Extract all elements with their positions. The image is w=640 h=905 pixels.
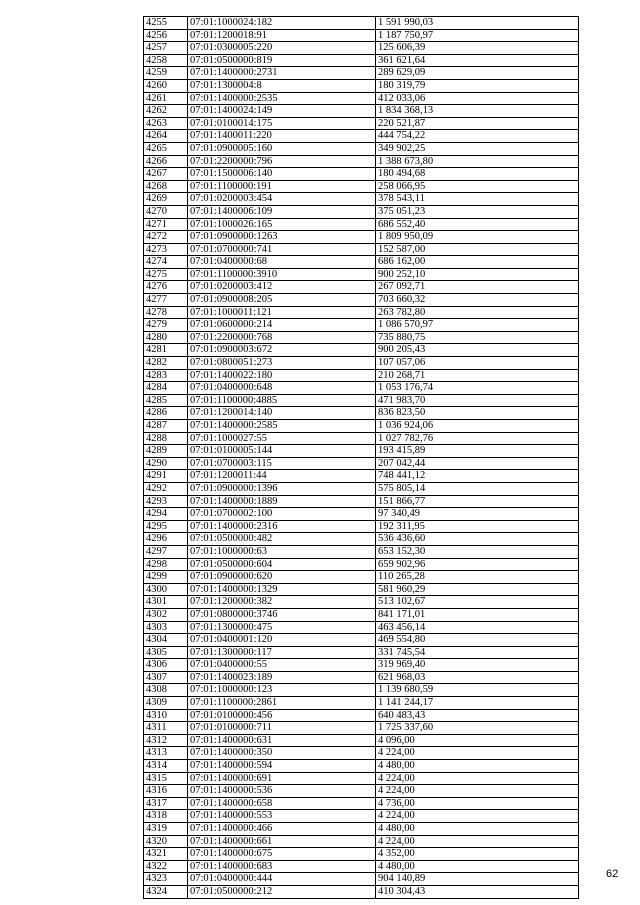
row-number-cell: 4268 (144, 180, 188, 193)
row-number-cell: 4315 (144, 772, 188, 785)
table-row (144, 533, 579, 546)
table-row (144, 155, 579, 168)
table-row (144, 457, 579, 470)
row-number-cell: 4255 (144, 17, 188, 30)
table-row (144, 671, 579, 684)
table-row (144, 42, 579, 55)
row-number-cell: 4300 (144, 583, 188, 596)
row-number-cell: 4295 (144, 520, 188, 533)
row-number-cell: 4285 (144, 394, 188, 407)
cadastral-value-cell: 471 983,70 (376, 394, 579, 407)
cadastral-value-cell: 152 587,00 (376, 243, 579, 256)
table-row (144, 848, 579, 861)
cadastral-number-cell: 07:01:1400000:1329 (188, 583, 376, 596)
cadastral-value-cell: 581 960,29 (376, 583, 579, 596)
cadastral-value-cell: 1 139 680,59 (376, 684, 579, 697)
table-row (144, 634, 579, 647)
cadastral-value-cell: 412 033,06 (376, 92, 579, 105)
row-number-cell: 4313 (144, 747, 188, 760)
page-number: 62 (606, 868, 619, 880)
cadastral-value-cell: 151 866,77 (376, 495, 579, 508)
cadastral-number-cell: 07:01:1200014:140 (188, 407, 376, 420)
cadastral-number-cell: 07:01:0100014:175 (188, 117, 376, 130)
cadastral-value-cell: 319 969,40 (376, 659, 579, 672)
cadastral-number-cell: 07:01:0100005:144 (188, 445, 376, 458)
cadastral-value-cell: 900 252,10 (376, 268, 579, 281)
row-number-cell: 4289 (144, 445, 188, 458)
cadastral-number-cell: 07:01:1400023:189 (188, 671, 376, 684)
cadastral-number-cell: 07:01:0900000:1396 (188, 482, 376, 495)
table-row (144, 545, 579, 558)
table-row (144, 218, 579, 231)
cadastral-value-cell: 659 902,96 (376, 558, 579, 571)
cadastral-value-cell: 4 480,00 (376, 860, 579, 873)
cadastral-value-cell: 4 736,00 (376, 797, 579, 810)
row-number-cell: 4307 (144, 671, 188, 684)
row-number-cell: 4256 (144, 29, 188, 42)
cadastral-number-cell: 07:01:0600000:214 (188, 319, 376, 332)
row-number-cell: 4311 (144, 722, 188, 735)
row-number-cell: 4314 (144, 760, 188, 773)
cadastral-number-cell: 07:01:1400000:466 (188, 823, 376, 836)
cadastral-number-cell: 07:01:0500000:212 (188, 885, 376, 898)
cadastral-number-cell: 07:01:1300000:117 (188, 646, 376, 659)
cadastral-number-cell: 07:01:0500000:482 (188, 533, 376, 546)
table-row (144, 797, 579, 810)
cadastral-value-cell: 220 521,87 (376, 117, 579, 130)
table-row (144, 659, 579, 672)
cadastral-value-cell: 536 436,60 (376, 533, 579, 546)
cadastral-number-cell: 07:01:1400022:180 (188, 369, 376, 382)
cadastral-value-cell: 192 311,95 (376, 520, 579, 533)
table-row (144, 747, 579, 760)
table-row (144, 785, 579, 798)
cadastral-value-cell: 841 171,01 (376, 608, 579, 621)
cadastral-number-cell: 07:01:0300005:220 (188, 42, 376, 55)
cadastral-value-cell: 463 456,14 (376, 621, 579, 634)
cadastral-value-cell: 125 606,39 (376, 42, 579, 55)
row-number-cell: 4296 (144, 533, 188, 546)
row-number-cell: 4291 (144, 470, 188, 483)
row-number-cell: 4271 (144, 218, 188, 231)
table-row (144, 621, 579, 634)
cadastral-value-cell: 513 102,67 (376, 596, 579, 609)
cadastral-value-cell: 180 319,79 (376, 79, 579, 92)
row-number-cell: 4262 (144, 105, 188, 118)
table-row (144, 92, 579, 105)
table-row (144, 117, 579, 130)
cadastral-value-cell: 107 057,06 (376, 357, 579, 370)
table-row (144, 810, 579, 823)
row-number-cell: 4299 (144, 571, 188, 584)
cadastral-number-cell: 07:01:1400000:536 (188, 785, 376, 798)
cadastral-value-cell: 267 092,71 (376, 281, 579, 294)
cadastral-number-cell: 07:01:1000024:182 (188, 17, 376, 30)
cadastral-number-cell: 07:01:1400024:149 (188, 105, 376, 118)
table-row (144, 105, 579, 118)
table-row (144, 558, 579, 571)
cadastral-number-cell: 07:01:1000011:121 (188, 306, 376, 319)
row-number-cell: 4266 (144, 155, 188, 168)
cadastral-number-cell: 07:01:0900000:620 (188, 571, 376, 584)
cadastral-value-cell: 4 480,00 (376, 760, 579, 773)
row-number-cell: 4264 (144, 130, 188, 143)
cadastral-value-cell: 375 051,23 (376, 205, 579, 218)
table-row (144, 294, 579, 307)
row-number-cell: 4297 (144, 545, 188, 558)
table-row (144, 382, 579, 395)
table-row (144, 180, 579, 193)
table-row (144, 54, 579, 67)
table-row (144, 596, 579, 609)
cadastral-value-cell: 748 441,12 (376, 470, 579, 483)
row-number-cell: 4321 (144, 848, 188, 861)
row-number-cell: 4301 (144, 596, 188, 609)
cadastral-number-cell: 07:01:1200000:382 (188, 596, 376, 609)
row-number-cell: 4270 (144, 205, 188, 218)
table-row (144, 470, 579, 483)
cadastral-value-cell: 621 968,03 (376, 671, 579, 684)
cadastral-value-cell: 258 066,95 (376, 180, 579, 193)
row-number-cell: 4294 (144, 508, 188, 521)
row-number-cell: 4319 (144, 823, 188, 836)
table-row (144, 772, 579, 785)
row-number-cell: 4287 (144, 420, 188, 433)
cadastral-number-cell: 07:01:0900000:1263 (188, 231, 376, 244)
table-row (144, 256, 579, 269)
table-row (144, 331, 579, 344)
table-row (144, 319, 579, 332)
row-number-cell: 4263 (144, 117, 188, 130)
cadastral-number-cell: 07:01:1400000:683 (188, 860, 376, 873)
row-number-cell: 4322 (144, 860, 188, 873)
cadastral-number-cell: 07:01:1300004:8 (188, 79, 376, 92)
table-row (144, 205, 579, 218)
cadastral-value-cell: 836 823,50 (376, 407, 579, 420)
cadastral-value-cell: 410 304,43 (376, 885, 579, 898)
table-body (144, 17, 579, 899)
cadastral-value-cell: 263 782,80 (376, 306, 579, 319)
table-row (144, 646, 579, 659)
cadastral-value-cell: 904 140,89 (376, 873, 579, 886)
table-row (144, 508, 579, 521)
cadastral-value-cell: 469 554,80 (376, 634, 579, 647)
table-row (144, 142, 579, 155)
row-number-cell: 4305 (144, 646, 188, 659)
table-row (144, 281, 579, 294)
cadastral-value-cell: 180 494,68 (376, 168, 579, 181)
cadastral-value-cell: 1 053 176,74 (376, 382, 579, 395)
table-row (144, 193, 579, 206)
cadastral-value-cell: 289 629,09 (376, 67, 579, 80)
table-row (144, 17, 579, 30)
table-row (144, 835, 579, 848)
cadastral-value-cell: 4 096,00 (376, 734, 579, 747)
row-number-cell: 4309 (144, 697, 188, 710)
cadastral-number-cell: 07:01:1400011:220 (188, 130, 376, 143)
row-number-cell: 4258 (144, 54, 188, 67)
row-number-cell: 4323 (144, 873, 188, 886)
table-row (144, 432, 579, 445)
cadastral-value-cell: 1 388 673,80 (376, 155, 579, 168)
cadastral-value-cell: 378 543,11 (376, 193, 579, 206)
cadastral-value-cell: 444 754,22 (376, 130, 579, 143)
table-row (144, 722, 579, 735)
cadastral-number-cell: 07:01:0200003:454 (188, 193, 376, 206)
cadastral-number-cell: 07:01:0100000:456 (188, 709, 376, 722)
table-row (144, 697, 579, 710)
cadastral-value-cell: 1 036 924,06 (376, 420, 579, 433)
row-number-cell: 4290 (144, 457, 188, 470)
cadastral-value-cell: 653 152,30 (376, 545, 579, 558)
cadastral-number-cell: 07:01:1400000:2316 (188, 520, 376, 533)
cadastral-number-cell: 07:01:1400000:553 (188, 810, 376, 823)
cadastral-number-cell: 07:01:1400000:658 (188, 797, 376, 810)
row-number-cell: 4304 (144, 634, 188, 647)
table-row (144, 130, 579, 143)
cadastral-value-cell: 110 265,28 (376, 571, 579, 584)
row-number-cell: 4261 (144, 92, 188, 105)
cadastral-value-cell: 4 224,00 (376, 810, 579, 823)
cadastral-value-cell: 349 902,25 (376, 142, 579, 155)
table-row (144, 445, 579, 458)
cadastral-number-cell: 07:01:1200018:91 (188, 29, 376, 42)
cadastral-value-cell: 640 483,43 (376, 709, 579, 722)
table-row (144, 571, 579, 584)
cadastral-number-cell: 07:01:0800051:273 (188, 357, 376, 370)
row-number-cell: 4269 (144, 193, 188, 206)
table-row (144, 873, 579, 886)
cadastral-number-cell: 07:01:1400000:594 (188, 760, 376, 773)
table-row (144, 268, 579, 281)
cadastral-value-cell: 1 027 782,76 (376, 432, 579, 445)
cadastral-number-cell: 07:01:1000000:63 (188, 545, 376, 558)
cadastral-number-cell: 07:01:1400000:1889 (188, 495, 376, 508)
cadastral-number-cell: 07:01:1400000:661 (188, 835, 376, 848)
cadastral-value-cell: 703 660,32 (376, 294, 579, 307)
cadastral-number-cell: 07:01:1400000:675 (188, 848, 376, 861)
table-row (144, 344, 579, 357)
table-row (144, 420, 579, 433)
cadastral-number-cell: 07:01:0900003:672 (188, 344, 376, 357)
row-number-cell: 4298 (144, 558, 188, 571)
cadastral-number-cell: 07:01:0200003:412 (188, 281, 376, 294)
cadastral-value-table (143, 16, 579, 899)
cadastral-value-cell: 4 224,00 (376, 772, 579, 785)
row-number-cell: 4265 (144, 142, 188, 155)
row-number-cell: 4308 (144, 684, 188, 697)
cadastral-number-cell: 07:01:0500000:819 (188, 54, 376, 67)
table-row (144, 168, 579, 181)
table-row (144, 369, 579, 382)
cadastral-number-cell: 07:01:1400000:2535 (188, 92, 376, 105)
table-row (144, 608, 579, 621)
cadastral-number-cell: 07:01:1400000:691 (188, 772, 376, 785)
table-row (144, 684, 579, 697)
cadastral-number-cell: 07:01:0500000:604 (188, 558, 376, 571)
cadastral-value-cell: 686 552,40 (376, 218, 579, 231)
cadastral-number-cell: 07:01:0900005:160 (188, 142, 376, 155)
row-number-cell: 4292 (144, 482, 188, 495)
row-number-cell: 4280 (144, 331, 188, 344)
cadastral-number-cell: 07:01:1400000:2731 (188, 67, 376, 80)
row-number-cell: 4284 (144, 382, 188, 395)
table-row (144, 79, 579, 92)
cadastral-value-cell: 4 224,00 (376, 835, 579, 848)
row-number-cell: 4286 (144, 407, 188, 420)
row-number-cell: 4303 (144, 621, 188, 634)
cadastral-number-cell: 07:01:0700002:100 (188, 508, 376, 521)
cadastral-number-cell: 07:01:1000026:165 (188, 218, 376, 231)
row-number-cell: 4281 (144, 344, 188, 357)
table-row (144, 823, 579, 836)
row-number-cell: 4282 (144, 357, 188, 370)
cadastral-number-cell: 07:01:1100000:4885 (188, 394, 376, 407)
row-number-cell: 4260 (144, 79, 188, 92)
row-number-cell: 4306 (144, 659, 188, 672)
row-number-cell: 4302 (144, 608, 188, 621)
table-row (144, 357, 579, 370)
table-row (144, 306, 579, 319)
row-number-cell: 4272 (144, 231, 188, 244)
cadastral-number-cell: 07:01:0800000:3746 (188, 608, 376, 621)
cadastral-number-cell: 07:01:1100000:191 (188, 180, 376, 193)
row-number-cell: 4267 (144, 168, 188, 181)
row-number-cell: 4275 (144, 268, 188, 281)
cadastral-number-cell: 07:01:0400000:68 (188, 256, 376, 269)
cadastral-value-cell: 207 042,44 (376, 457, 579, 470)
table-row (144, 860, 579, 873)
table-row (144, 885, 579, 898)
cadastral-number-cell: 07:01:1300000:475 (188, 621, 376, 634)
table-row (144, 583, 579, 596)
cadastral-value-cell: 4 224,00 (376, 747, 579, 760)
cadastral-value-cell: 210 268,71 (376, 369, 579, 382)
cadastral-number-cell: 07:01:2200000:768 (188, 331, 376, 344)
table-row (144, 394, 579, 407)
table-row (144, 29, 579, 42)
row-number-cell: 4293 (144, 495, 188, 508)
cadastral-value-cell: 900 205,43 (376, 344, 579, 357)
cadastral-number-cell: 07:01:1400006:109 (188, 205, 376, 218)
row-number-cell: 4279 (144, 319, 188, 332)
cadastral-value-cell: 1 834 368,13 (376, 105, 579, 118)
cadastral-number-cell: 07:01:1100000:3910 (188, 268, 376, 281)
table-row (144, 760, 579, 773)
row-number-cell: 4318 (144, 810, 188, 823)
cadastral-number-cell: 07:01:1200011:44 (188, 470, 376, 483)
cadastral-number-cell: 07:01:0900008:205 (188, 294, 376, 307)
table-row (144, 709, 579, 722)
row-number-cell: 4274 (144, 256, 188, 269)
cadastral-value-cell: 1 187 750,97 (376, 29, 579, 42)
table-row (144, 243, 579, 256)
cadastral-value-cell: 1 591 990,03 (376, 17, 579, 30)
row-number-cell: 4312 (144, 734, 188, 747)
table-row (144, 520, 579, 533)
cadastral-number-cell: 07:01:2200000:796 (188, 155, 376, 168)
cadastral-number-cell: 07:01:1400000:631 (188, 734, 376, 747)
row-number-cell: 4317 (144, 797, 188, 810)
table-row (144, 407, 579, 420)
cadastral-number-cell: 07:01:1500006:140 (188, 168, 376, 181)
cadastral-value-cell: 575 805,14 (376, 482, 579, 495)
row-number-cell: 4277 (144, 294, 188, 307)
row-number-cell: 4276 (144, 281, 188, 294)
row-number-cell: 4310 (144, 709, 188, 722)
table-row (144, 734, 579, 747)
cadastral-value-cell: 361 621,64 (376, 54, 579, 67)
table-row (144, 67, 579, 80)
cadastral-number-cell: 07:01:0400000:648 (188, 382, 376, 395)
cadastral-value-cell: 4 480,00 (376, 823, 579, 836)
cadastral-number-cell: 07:01:0700000:741 (188, 243, 376, 256)
cadastral-number-cell: 07:01:1000027:55 (188, 432, 376, 445)
cadastral-value-cell: 1 809 950,09 (376, 231, 579, 244)
cadastral-value-cell: 1 086 570,97 (376, 319, 579, 332)
table-row (144, 482, 579, 495)
row-number-cell: 4278 (144, 306, 188, 319)
cadastral-number-cell: 07:01:1400000:350 (188, 747, 376, 760)
cadastral-number-cell: 07:01:1100000:2861 (188, 697, 376, 710)
cadastral-number-cell: 07:01:1400000:2585 (188, 420, 376, 433)
cadastral-value-cell: 331 745,54 (376, 646, 579, 659)
row-number-cell: 4316 (144, 785, 188, 798)
cadastral-value-cell: 1 141 244,17 (376, 697, 579, 710)
cadastral-number-cell: 07:01:0100000:711 (188, 722, 376, 735)
cadastral-number-cell: 07:01:0700003:115 (188, 457, 376, 470)
row-number-cell: 4273 (144, 243, 188, 256)
cadastral-number-cell: 07:01:0400000:55 (188, 659, 376, 672)
row-number-cell: 4257 (144, 42, 188, 55)
cadastral-value-cell: 735 880,75 (376, 331, 579, 344)
row-number-cell: 4320 (144, 835, 188, 848)
row-number-cell: 4324 (144, 885, 188, 898)
table-row (144, 495, 579, 508)
cadastral-number-cell: 07:01:0400001:120 (188, 634, 376, 647)
row-number-cell: 4288 (144, 432, 188, 445)
cadastral-value-cell: 193 415,89 (376, 445, 579, 458)
cadastral-value-cell: 1 725 337,60 (376, 722, 579, 735)
row-number-cell: 4259 (144, 67, 188, 80)
cadastral-value-cell: 686 162,00 (376, 256, 579, 269)
row-number-cell: 4283 (144, 369, 188, 382)
cadastral-number-cell: 07:01:1000000:123 (188, 684, 376, 697)
cadastral-value-cell: 97 340,49 (376, 508, 579, 521)
cadastral-number-cell: 07:01:0400000:444 (188, 873, 376, 886)
cadastral-value-cell: 4 224,00 (376, 785, 579, 798)
cadastral-value-cell: 4 352,00 (376, 848, 579, 861)
table-row (144, 231, 579, 244)
